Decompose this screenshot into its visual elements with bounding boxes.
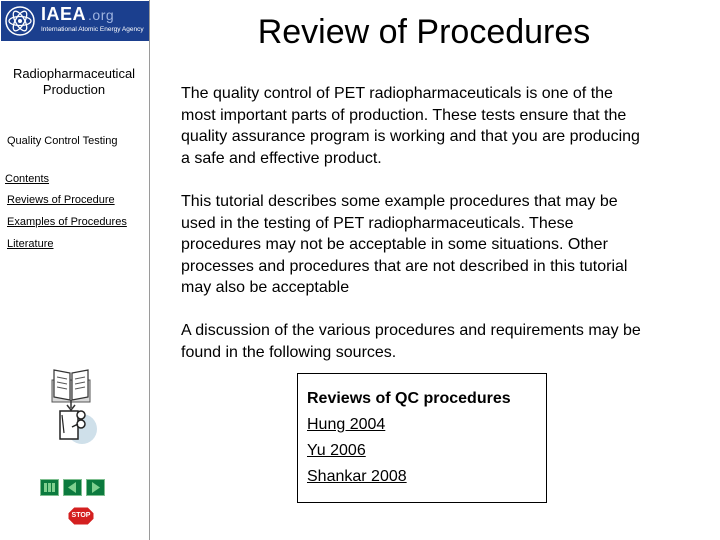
contents-link[interactable]: Contents: [5, 173, 50, 185]
iaea-emblem-icon: [4, 5, 36, 37]
previous-button[interactable]: [63, 479, 82, 496]
logo-tagline: International Atomic Energy Agency: [41, 26, 144, 33]
arrow-right-icon: [87, 480, 104, 495]
reference-link-shankar-2008[interactable]: Shankar 2008: [307, 468, 407, 485]
arrow-left-icon: [64, 480, 81, 495]
document-glasses-icon: [54, 405, 98, 445]
logo-name: IAEA: [41, 4, 87, 24]
sidebar-link-literature[interactable]: Literature: [7, 238, 54, 250]
sidebar-link-reviews-of-procedure[interactable]: Reviews of Procedure: [7, 194, 115, 206]
references-box: [297, 373, 547, 503]
tutorial-paragraph: This tutorial describes some example procedures that may be used in the testing of PET radiopharmaceuticals. These procedures may not be acceptable in some situations. Other processes and procedures that are not described in this tutorial may also be acceptable: [181, 193, 628, 296]
stop-button[interactable]: [67, 506, 95, 526]
sources-paragraph: A discussion of the various procedures and requirements may be found in the following sources.: [181, 322, 641, 361]
home-button[interactable]: [40, 479, 59, 496]
intro-paragraph: The quality control of PET radiopharmaceuticals is one of the most important parts of production. These tests ensure that the quality assurance program is working and that you are producing a safe and effective product.: [181, 85, 640, 167]
sidebar-title: Radiopharmaceutical Production: [12, 66, 136, 97]
logo-wordmark: [41, 4, 114, 25]
references-heading: Reviews of QC procedures: [307, 390, 511, 407]
reference-link-yu-2006[interactable]: Yu 2006: [307, 442, 366, 459]
home-icon: [41, 480, 58, 495]
page-title: Review of Procedures: [257, 13, 591, 51]
reference-link-hung-2004[interactable]: Hung 2004: [307, 416, 386, 433]
next-button[interactable]: [86, 479, 105, 496]
stop-label: STOP: [71, 512, 91, 519]
iaea-logo: [1, 1, 149, 41]
logo-domain: .org: [88, 7, 115, 23]
sidebar-link-examples-of-procedures[interactable]: Examples of Procedures: [7, 216, 127, 228]
sidebar-subtitle: Quality Control Testing: [7, 135, 118, 147]
sidebar: [0, 0, 150, 540]
